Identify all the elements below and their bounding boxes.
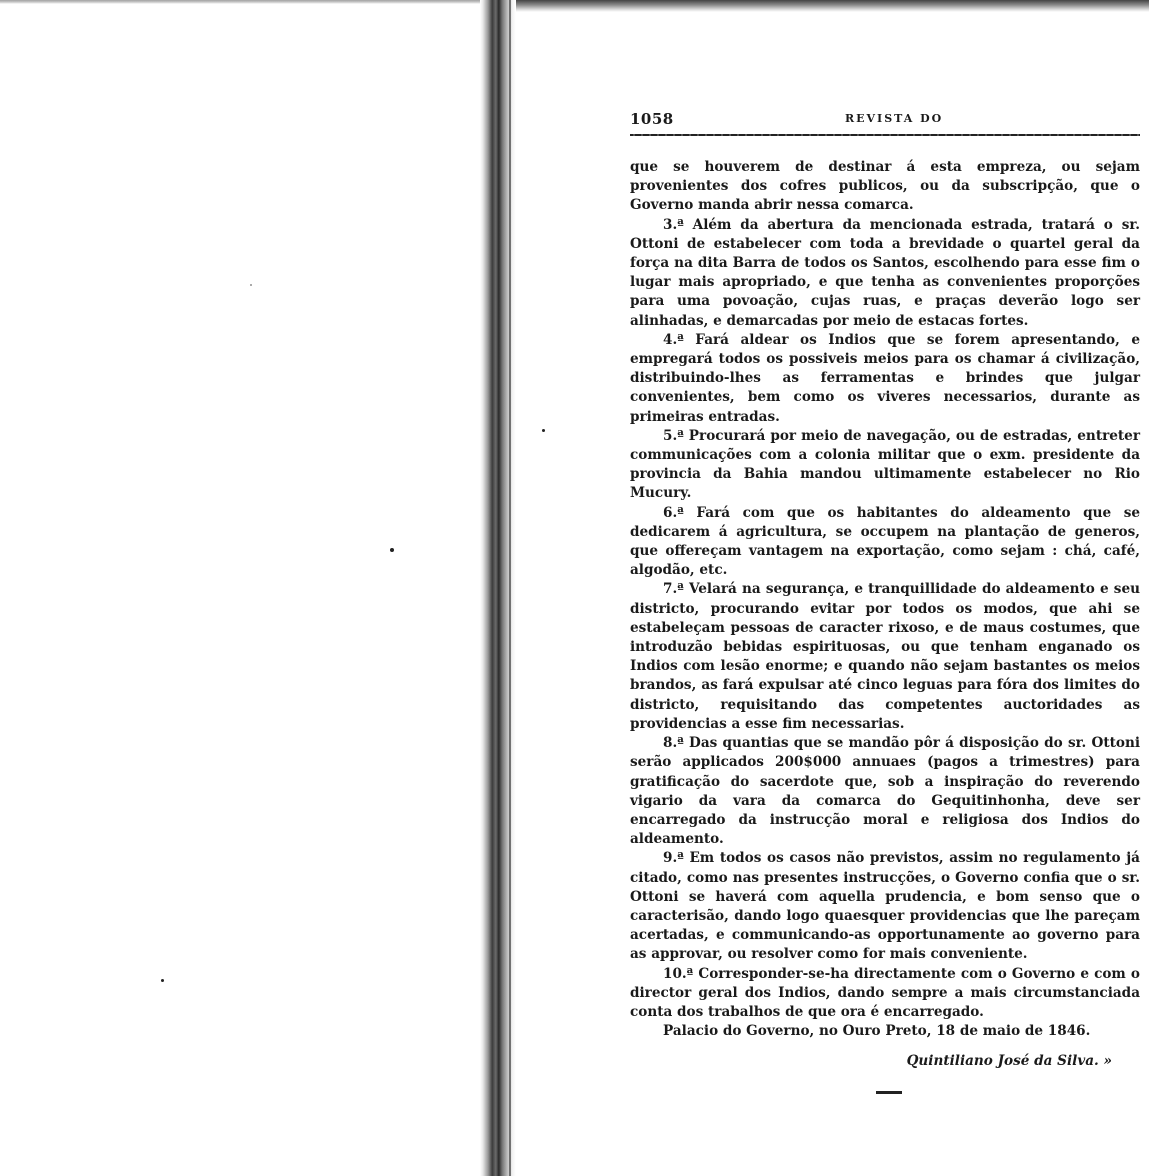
scan-speck — [390, 548, 394, 552]
scan-top-shadow — [500, 0, 1149, 12]
end-dash — [876, 1091, 902, 1094]
paragraph: 3.ª Além da abertura da mencionada estrada, tratará o sr. Ottoni de estabelecer com toda a brevidade o quartel geral da força na dita Barra de todos os Santos, escolhendo para esse fim o lugar mais apropriado, e que tenha as convenientes proporções para uma povoação, cujas ruas, e praças deverão logo ser alinhadas, e demarcadas por meio de estacas fortes. — [630, 216, 1140, 329]
paragraph: 6.ª Fará com que os habitantes do aldeamento que se dedicarem á agricultura, se occupem na plantação de generos, que offereçam vantagem na exportação, como sejam : chá, café, algodão, etc. — [630, 504, 1140, 579]
paragraph: 9.ª Em todos os casos não previstos, assim no regulamento já citado, como nas presentes instrucções, o Governo confia que o sr. Ottoni se haverá com aquella prudencia, e bom senso que o caracterisão, dando logo quaesquer providencias que lhe pareçam acertadas, e communicando-as opportunamente ao governo para as approvar, ou resolver como for mais conveniente. — [630, 850, 1140, 963]
scan-speck — [161, 979, 164, 982]
paragraph: que se houverem de destinar á esta empreza, ou sejam provenientes dos cofres publicos, ou da subscripção, que o Governo manda abrir nessa comarca. — [630, 159, 1140, 214]
scan-speck — [250, 284, 252, 286]
date-line: Palacio do Governo, no Ouro Preto, 18 de maio de 1846. — [663, 1023, 1091, 1040]
running-title: REVISTA DO — [845, 112, 944, 125]
page-number: 1058 — [630, 110, 674, 128]
paragraph: 5.ª Procurará por meio de navegação, ou de estradas, entreter communicações com a colonia militar que o exm. presidente da provincia da Bahia mandou ultimamente estabelecer no Rio Mucury. — [630, 427, 1140, 502]
scan-speck — [542, 429, 545, 432]
paragraph: 7.ª Velará na segurança, e tranquillidade do aldeamento e seu districto, procurando evitar por todos os modos, que ahi se estabeleçam pessoas de caracter rixoso, e de maus costumes, que introduzão bebidas espirituosas, ou que tenham enganado os Indios com lesão enorme; e quando não sejam bastantes os meios brandos, as fará expulsar até cinco leguas para fóra dos limites do districto, requisitando das competentes auctoridades as providencias a esse fim necessarias. — [630, 581, 1140, 732]
gutter-line — [509, 0, 511, 1176]
signature: Quintiliano José da Silva. » — [906, 1053, 1112, 1070]
header-rule — [630, 134, 1140, 136]
book-page — [630, 108, 1140, 1094]
page-header — [630, 108, 1140, 130]
paragraph: 10.ª Corresponder-se-ha directamente com o Governo e com o director geral dos Indios, dando sempre a mais circumstanciada conta dos trabalhos de que ora é encarregado. — [630, 965, 1140, 1020]
paragraph: 8.ª Das quantias que se mandão pôr á disposição do sr. Ottoni serão applicados 200$000 annuaes (pagos a trimestres) para gratificação do sacerdote que, sob a inspiração do reverendo vigario da vara da comarca do Gequitinhonha, deve ser encarregado da instrucção moral e religiosa dos Indios do aldeamento. — [630, 735, 1140, 848]
paragraph: 4.ª Fará aldear os Indios que se forem apresentando, e empregará todos os possiveis meios para os chamar á civilização, distribuindo-lhes as ferramentas e brindes que julgar convenientes, bem como os viveres necessarios, durante as primeiras entradas. — [630, 331, 1140, 425]
